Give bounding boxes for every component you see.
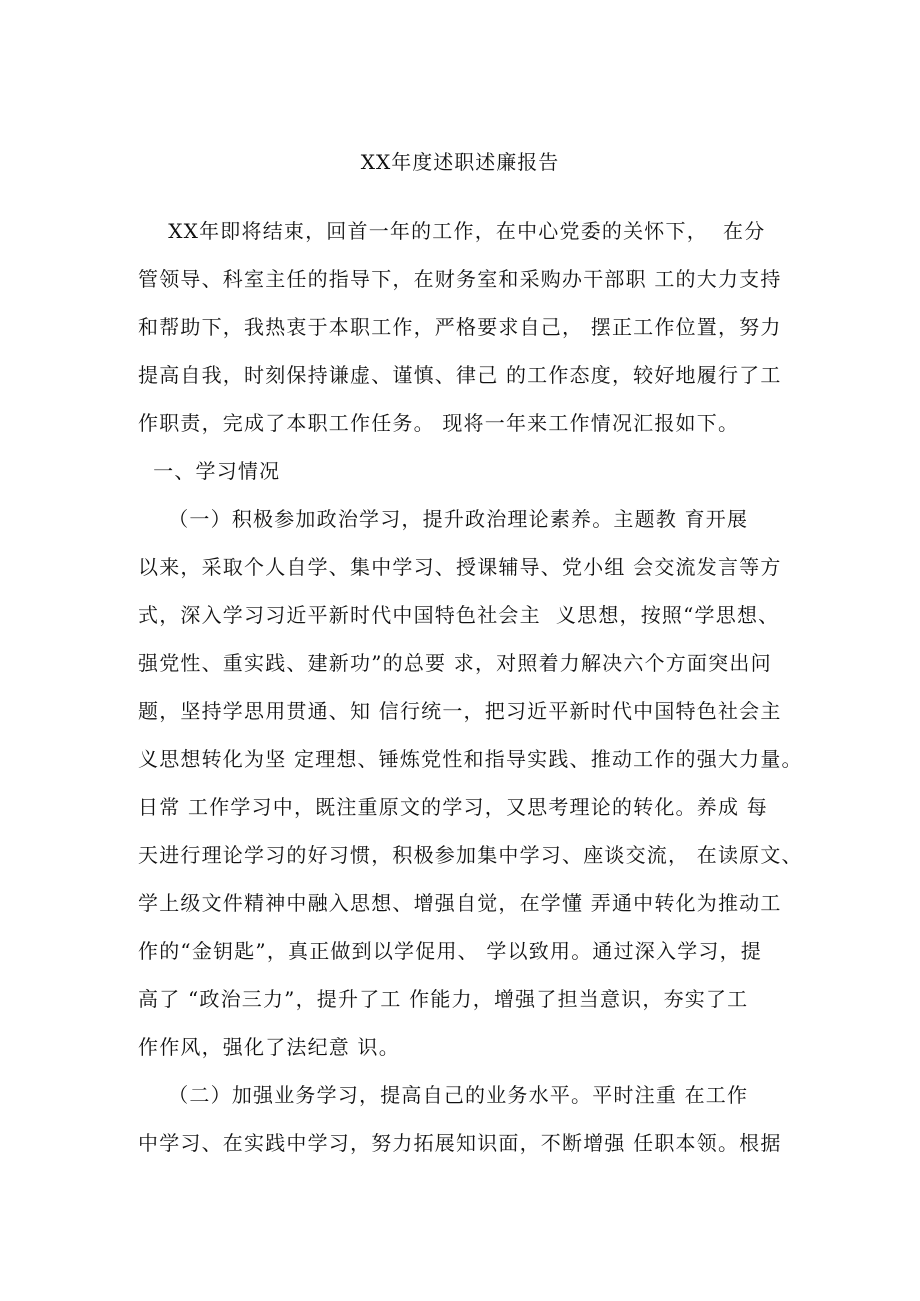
- paragraph-line: 和帮助下，我热衷于本职工作，严格要求自己， 摆正工作位置，努力: [138, 315, 782, 339]
- paragraph-line: 作职责，完成了本职工作任务。 现将一年来工作情况汇报如下。: [138, 411, 740, 435]
- paragraph-line: 强党性、重实践、建新功”的总要 求，对照着力解决六个方面突出问: [138, 651, 772, 675]
- paragraph-line: 提高自我，时刻保持谦虚、谨慎、律己 的工作态度，较好地履行了工: [138, 363, 782, 387]
- paragraph-line: （二）加强业务学习，提高自己的业务水平。平时注重 在工作: [138, 1083, 749, 1107]
- paragraph-line: 日常 工作学习中，既注重原文的学习，又思考理论的转化。养成 每: [138, 795, 768, 819]
- paragraph-line: 作的“金钥匙”，真正做到以学促用、 学以致用。通过深入学习，提: [138, 939, 763, 963]
- paragraph-line: 天进行理论学习的好习惯，积极参加集中学习、座谈交流， 在读原文、: [138, 843, 803, 867]
- document-title: XX年度述职述廉报告: [360, 150, 560, 174]
- section-heading: 一、学习情况: [138, 459, 281, 483]
- paragraph-line: 义思想转化为坚 定理想、锤炼党性和指导实践、推动工作的强大力量。: [138, 747, 803, 771]
- paragraph-line: XX年即将结束，回首一年的工作，在中心党委的关怀下， 在分: [138, 219, 766, 243]
- paragraph-line: 题，坚持学思用贯通、知 信行统一，把习近平新时代中国特色社会主: [138, 699, 782, 723]
- paragraph-line: 学上级文件精神中融入思想、增强自觉，在学懂 弄通中转化为推动工: [138, 891, 782, 915]
- paragraph-line: 以来，采取个人自学、集中学习、授课辅导、党小组 会交流发言等方: [138, 555, 782, 579]
- paragraph-line: 高了 “政治三力”，提升了工 作能力，增强了担当意识，夯实了工: [138, 987, 749, 1011]
- paragraph-line: （一）积极参加政治学习，提升政治理论素养。主题教 育开展: [138, 507, 749, 531]
- paragraph-line: 式，深入学习习近平新时代中国特色社会主 义思想，按照“学思想、: [138, 603, 780, 627]
- paragraph-line: 作作风，强化了法纪意 识。: [138, 1035, 400, 1059]
- paragraph-line: 管领导、科室主任的指导下，在财务室和采购办干部职 工的大力支持: [138, 267, 782, 291]
- paragraph-line: 中学习、在实践中学习，努力拓展知识面，不断增强 任职本领。根据: [138, 1131, 782, 1155]
